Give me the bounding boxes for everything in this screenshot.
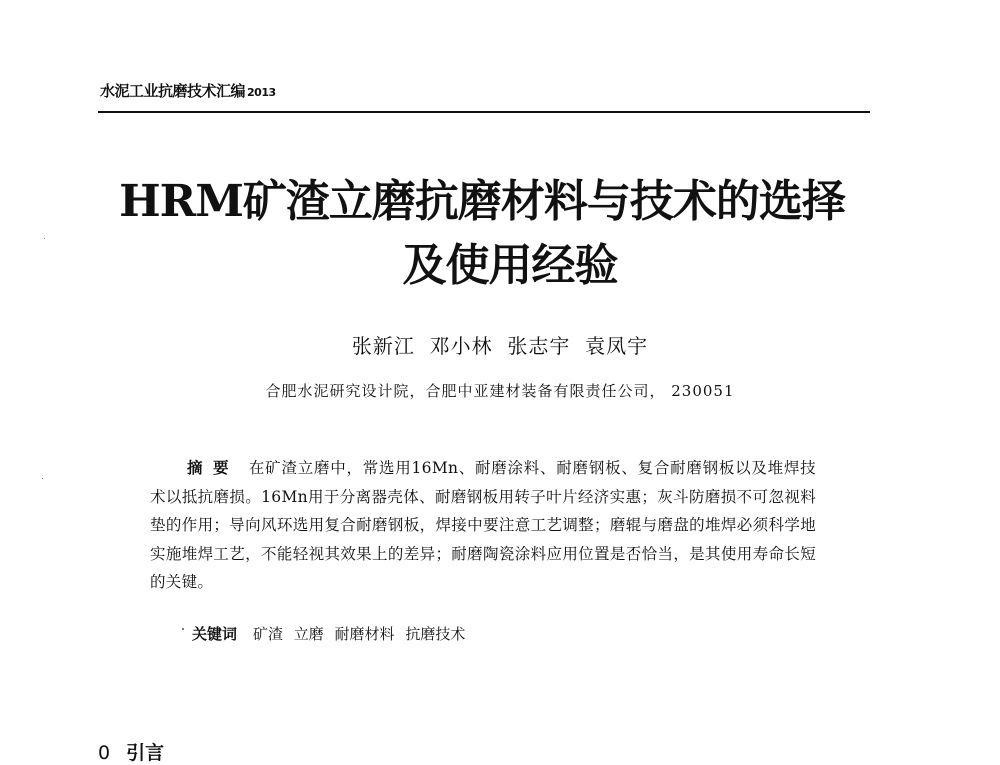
running-head (100, 80, 276, 101)
scan-speck (42, 478, 43, 479)
journal-year: 2013 (247, 86, 276, 99)
section-number: 0 (98, 742, 111, 764)
abstract-text: 在矿渣立磨中，常选用16Mn、耐磨涂料、耐磨钢板、复合耐磨钢板以及堆焊技术以抵抗磨损。16Mn用于分离器壳体、耐磨钢板用转子叶片经济实惠；灰斗防磨损不可忽视料垫的作用；导向风环选用复合耐磨钢板，焊接中要注意工艺调整；磨辊与磨盘的堆焊必须科学地实施堆焊工艺，不能轻视其效果上的差异；耐磨陶瓷涂料应用位置是否恰当，是其使用寿命长短的关键。 (150, 459, 816, 591)
section-title: 引言 (126, 742, 165, 764)
affiliation: 合肥水泥研究设计院，合肥中亚建材装备有限责任公司， 230051 (265, 382, 735, 400)
scan-speck (44, 238, 45, 239)
journal-name: 水泥工业抗磨技术汇编 (100, 82, 246, 100)
section-heading (98, 738, 164, 765)
header-rule (98, 111, 870, 113)
abstract (150, 454, 816, 597)
author-list: 张新江 邓小林 张志宇 袁凤宇 (351, 334, 649, 358)
scan-speck (182, 628, 184, 630)
paper-title-line-2: 及使用经验 (402, 240, 618, 291)
keywords-label: 关键词 (192, 625, 238, 643)
keywords (192, 623, 465, 644)
abstract-label: 摘要 (187, 459, 239, 477)
keywords-terms: 矿渣 立磨 耐磨材料 抗磨技术 (253, 625, 466, 643)
paper-title-line-1: HRM矿渣立磨抗磨材料与技术的选择 (119, 176, 845, 227)
